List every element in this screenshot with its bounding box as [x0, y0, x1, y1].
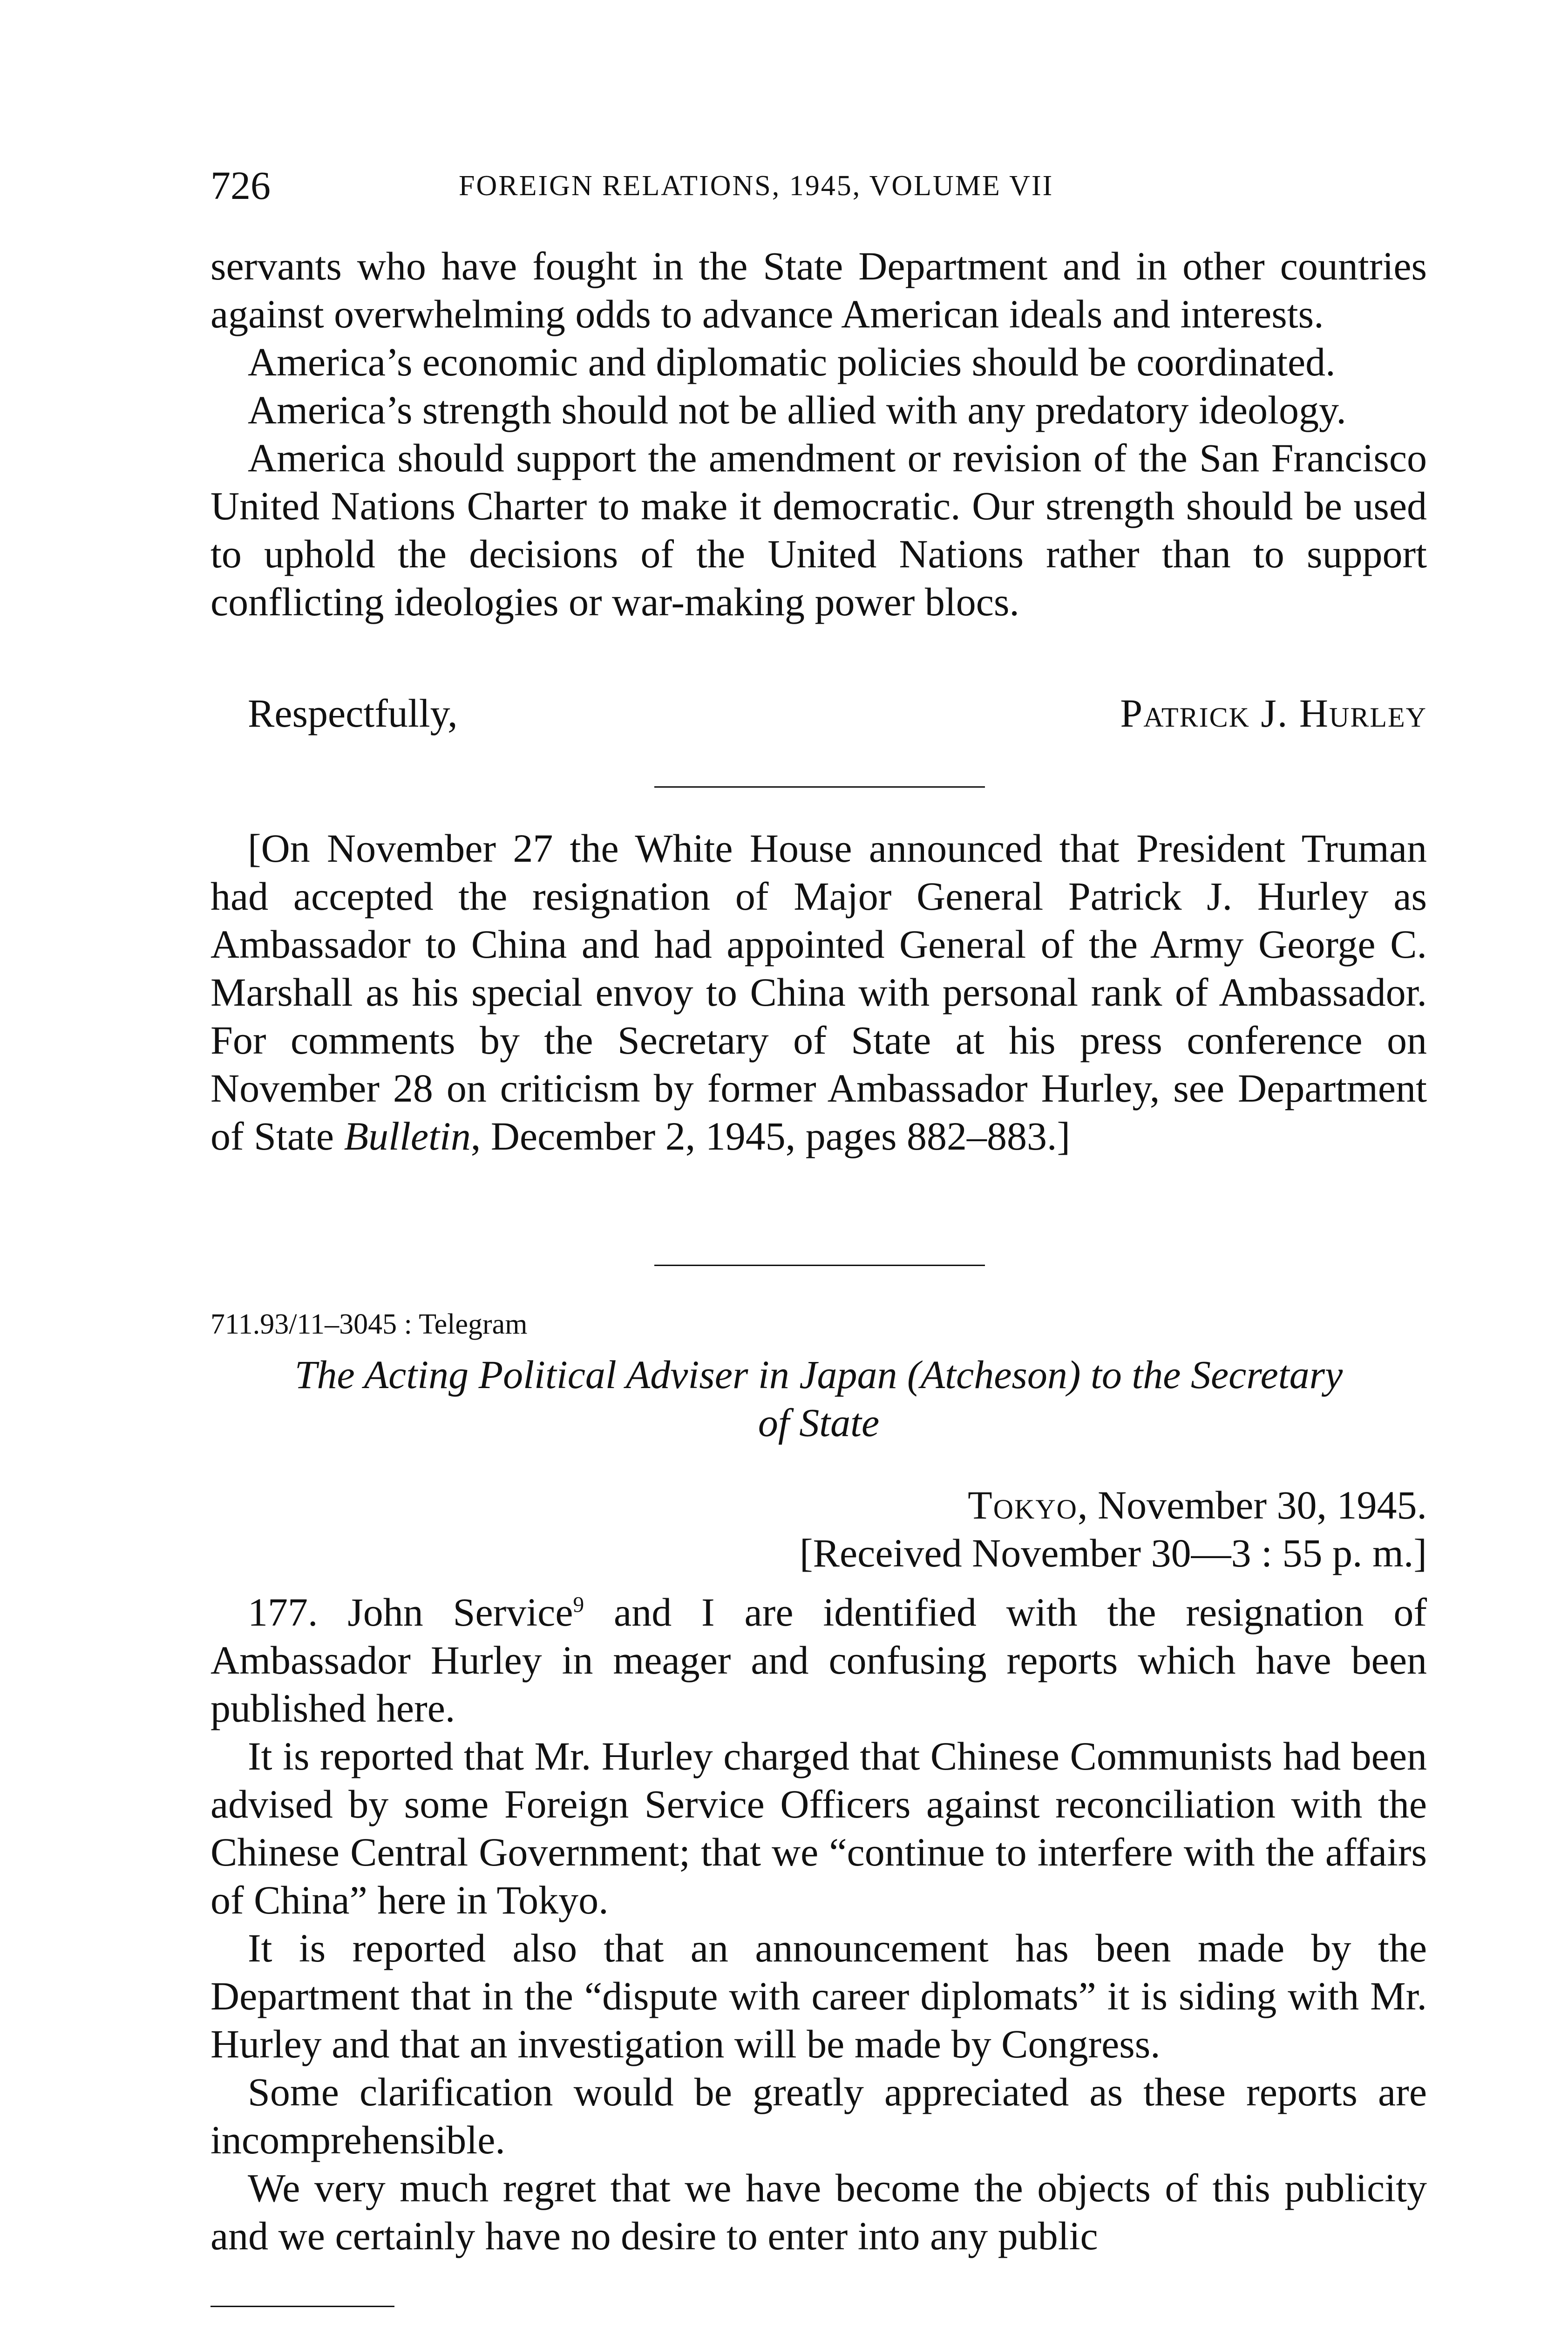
paragraph: servants who have fought in the State Department and in other countries against overwhelming odds to advance American ideals and interests. [210, 244, 1427, 336]
paragraph: America’s strength should not be allied with any predatory ideology. [248, 388, 1346, 432]
paragraph: America’s economic and diplomatic policies should be coordinated. [248, 340, 1336, 384]
paragraph: We very much regret that we have become the objects of this publicity and we certainly have no desire to enter into any public [210, 2166, 1427, 2258]
editorial-note [210, 824, 1427, 1160]
paragraph: Some clarification would be greatly appreciated as these reports are incomprehensible. [210, 2070, 1427, 2162]
paragraph: 177. John Service$^9$ and I are identified with the resignation of Ambassador Hurley in meager and confusing reports which have been published here. [210, 1590, 1427, 1730]
paragraph [210, 824, 1427, 1160]
title-line: of State [758, 1400, 880, 1445]
note-text: [On November 27 the White House announced that President Truman had accepted the resignation of Major General Patrick J. Hurley as Ambassador to China and had appointed General of the Army George C. Marshall as his special envoy to China with personal rank of Ambassador. For comments by the Secretary of State at his press conference on November 28 on criticism by former Ambassador Hurley, see Department of State [210, 826, 1427, 1158]
top-text-block [210, 242, 1427, 626]
publication-title: Bulletin [344, 1114, 471, 1158]
page-number: 726 [210, 163, 271, 208]
dateline [968, 1481, 1427, 1529]
place: Tokyo [968, 1483, 1078, 1527]
signatory-name: Patrick J. Hurley [1120, 691, 1427, 735]
footnote-divider [210, 2306, 394, 2307]
received-line: [Received November 30—3 : 55 p. m.] [800, 1531, 1427, 1575]
running-title: FOREIGN RELATIONS, 1945, VOLUME VII [459, 170, 1054, 202]
file-reference: 711.93/11–3045 : Telegram [210, 1308, 528, 1340]
note-text: , December 2, 1945, pages 882–883.] [470, 1114, 1071, 1158]
section-divider [654, 1265, 985, 1266]
paragraph: It is reported also that an announcement has been made by the Department that in the “dispute with career diplomats” it is siding with Mr. Hurley and that an investigation will be made by Congress. [210, 1926, 1427, 2066]
section-divider [654, 786, 985, 788]
telegram-body [210, 1588, 1427, 2260]
paragraph: It is reported that Mr. Hurley charged that Chinese Communists had been advised by some Foreign Service Officers against reconciliation with the Chinese Central Government; that we “continue to interfere with the affairs of China” here in Tokyo. [210, 1734, 1427, 1922]
date: , November 30, 1945. [1078, 1483, 1427, 1527]
signature-line [248, 689, 1427, 737]
closing: Respectfully, [248, 691, 458, 735]
title-line: The Acting Political Adviser in Japan (Atcheson) to the Secretary [294, 1352, 1343, 1397]
paragraph: America should support the amendment or revision of the San Francisco United Nations Charter to make it democratic. Our strength should be used to uphold the decisions of the United Nations rather than to support conflicting ideologies or war-making power blocs. [210, 436, 1427, 624]
document-title [210, 1351, 1427, 1447]
footnote-reference: 9 [573, 1593, 584, 1617]
